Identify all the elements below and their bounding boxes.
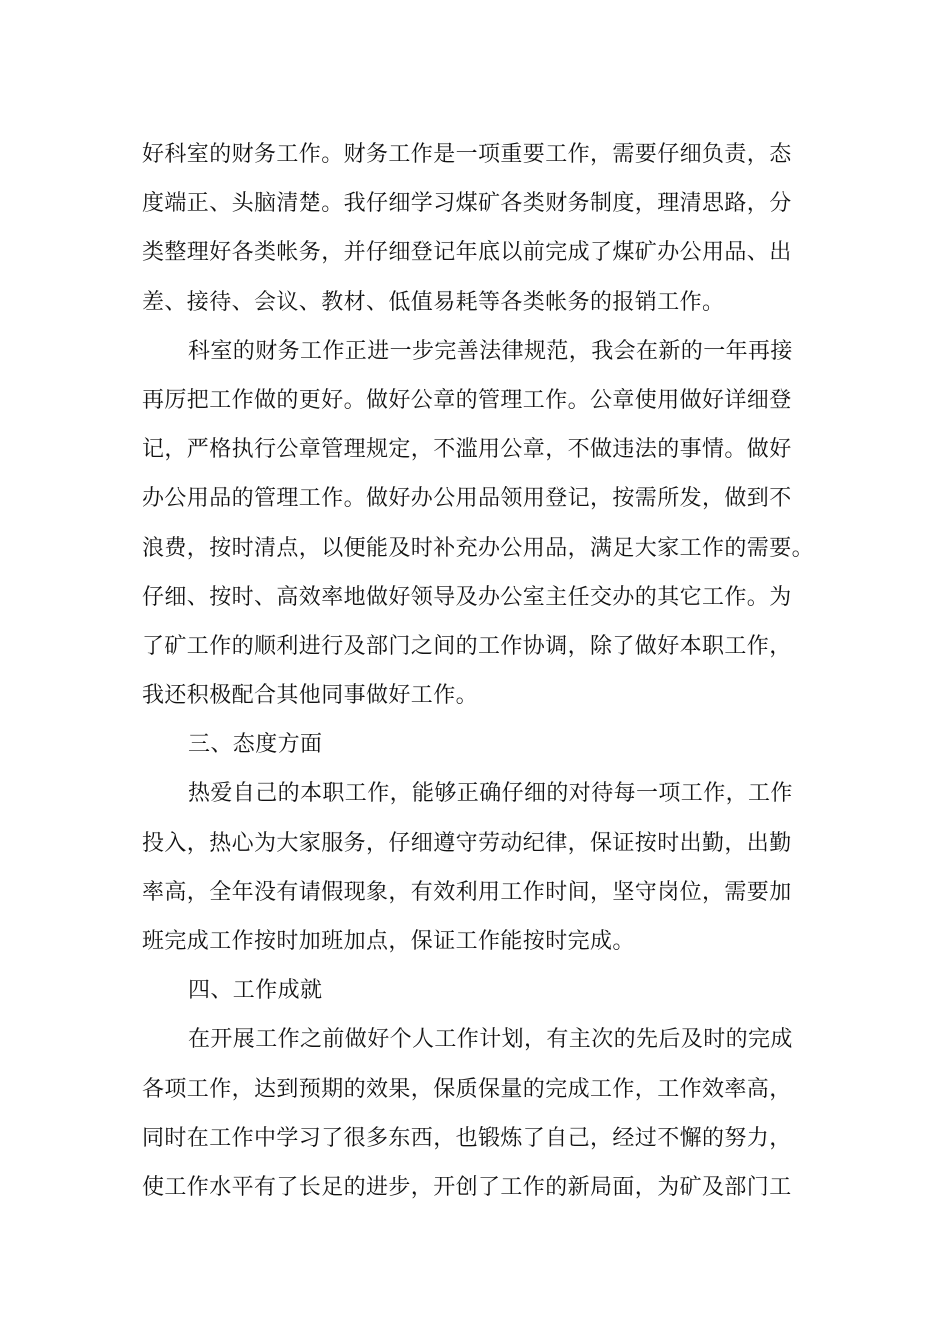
document-body (142, 130, 815, 1212)
paragraph-line: 办公用品的管理工作。做好办公用品领用登记，按需所发，做到不 (142, 486, 792, 512)
section-heading: 四、工作成就 (188, 978, 323, 1004)
paragraph-first-line: 在开展工作之前做好个人工作计划，有主次的先后及时的完成 (188, 1027, 793, 1053)
paragraph-first-line: 科室的财务工作正进一步完善法律规范，我会在新的一年再接 (188, 338, 793, 364)
paragraph-line: 我还积极配合其他同事做好工作。 (142, 683, 479, 709)
section-heading: 三、态度方面 (188, 732, 323, 758)
paragraph-line: 投入，热心为大家服务，仔细遵守劳动纪律，保证按时出勤，出勤 (142, 830, 792, 856)
paragraph-line: 再厉把工作做的更好。做好公章的管理工作。公章使用做好详细登 (142, 387, 792, 413)
paragraph-line: 仔细、按时、高效率地做好领导及办公室主任交办的其它工作。为 (142, 584, 792, 610)
paragraph-line: 浪费，按时清点，以便能及时补充办公用品，满足大家工作的需要。 (142, 535, 815, 561)
paragraph-line: 班完成工作按时加班加点，保证工作能按时完成。 (142, 929, 635, 954)
paragraph-line: 类整理好各类帐务，并仔细登记年底以前完成了煤矿办公用品、出 (142, 240, 792, 266)
paragraph-line: 了矿工作的顺利进行及部门之间的工作协调，除了做好本职工作， (142, 633, 792, 659)
paragraph-first-line: 热爱自己的本职工作，能够正确仔细的对待每一项工作，工作 (188, 781, 793, 807)
paragraph-line: 差、接待、会议、教材、低值易耗等各类帐务的报销工作。 (142, 289, 725, 315)
paragraph-line: 度端正、头脑清楚。我仔细学习煤矿各类财务制度，理清思路，分 (142, 191, 792, 217)
paragraph-line: 率高，全年没有请假现象，有效利用工作时间，坚守岗位，需要加 (142, 879, 792, 905)
paragraph-line: 各项工作，达到预期的效果，保质保量的完成工作，工作效率高， (142, 1076, 792, 1102)
paragraph-line: 使工作水平有了长足的进步，开创了工作的新局面，为矿及部门工 (142, 1174, 792, 1200)
paragraph-line: 记，严格执行公章管理规定，不滥用公章，不做违法的事情。做好 (142, 437, 792, 463)
paragraph-line: 同时在工作中学习了很多东西，也锻炼了自己，经过不懈的努力， (142, 1125, 792, 1151)
paragraph-line: 好科室的财务工作。财务工作是一项重要工作，需要仔细负责，态 (142, 142, 792, 167)
